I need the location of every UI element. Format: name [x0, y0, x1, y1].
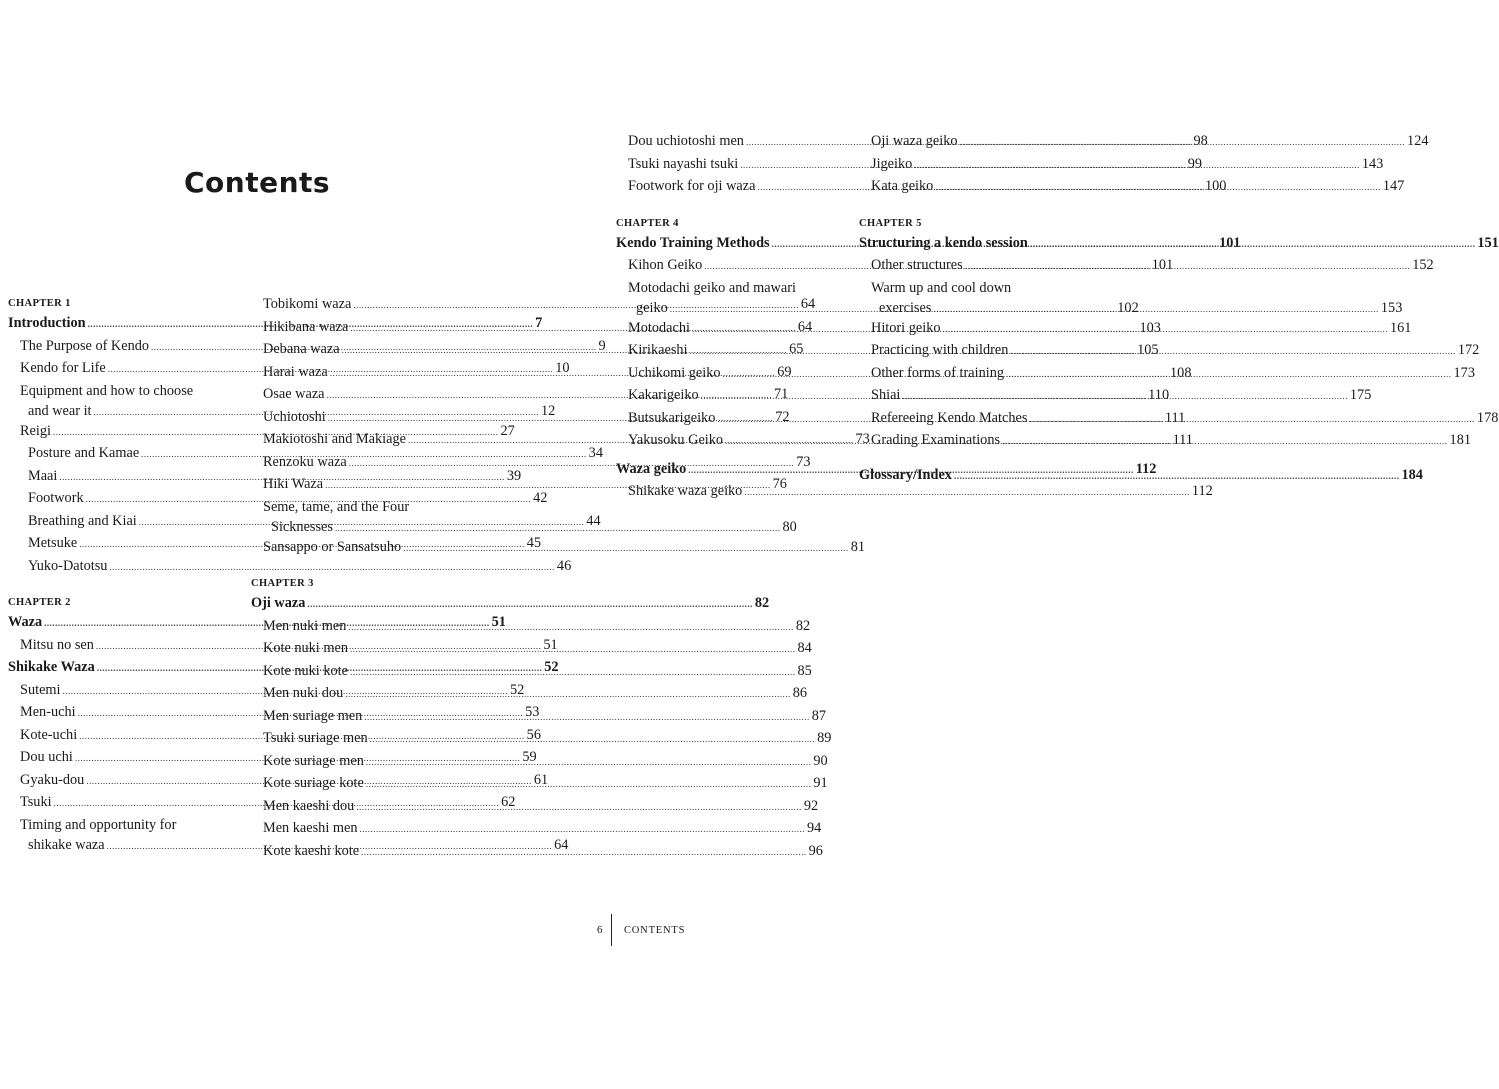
entry-page: 103 — [1139, 319, 1161, 336]
entry-title: Hikibana waza — [263, 318, 349, 335]
entry-title: Kihon Geiko — [628, 257, 703, 273]
entry-page: 69 — [777, 363, 792, 380]
entry-title-line2: Sicknesses — [271, 518, 333, 535]
entry-title-line1: Timing and opportunity for — [20, 816, 177, 833]
entry-page: 111 — [1164, 409, 1186, 426]
entry-title: Butsukarigeiko — [628, 409, 716, 426]
entry-page: 7 — [535, 315, 543, 331]
entry-page: 65 — [789, 341, 804, 357]
entry-page: 62 — [501, 794, 516, 810]
entry-title: Tsuki — [20, 794, 52, 810]
entry-page: 105 — [1137, 342, 1159, 358]
chapter-label: CHAPTER 2 — [8, 597, 71, 608]
entry-page: 9 — [598, 337, 606, 354]
entry-title-line1: Motodachi geiko and mawari — [628, 279, 796, 296]
footer-divider — [611, 914, 612, 946]
entry-title: Hiki Waza — [263, 476, 324, 492]
entry-page: 143 — [1361, 155, 1384, 172]
entry-page: 56 — [526, 726, 541, 743]
entry-title: Renzoku waza — [263, 453, 347, 470]
entry-page: 89 — [817, 730, 832, 746]
entry-title: Uchiotoshi — [263, 408, 326, 425]
entry-page: 91 — [813, 775, 828, 791]
entry-title: The Purpose of Kendo — [20, 337, 150, 354]
entry-title-line2: exercises — [879, 299, 932, 316]
entry-page: 161 — [1390, 319, 1412, 336]
entry-page: 102 — [1117, 299, 1139, 316]
entry-page: 81 — [850, 538, 865, 555]
entry-page: 87 — [811, 707, 827, 724]
entry-page: 59 — [522, 749, 537, 765]
entry-title: Jigeiko — [871, 155, 913, 172]
entry-page: 151 — [1477, 234, 1499, 251]
entry-page: 76 — [772, 476, 787, 492]
entry-page: 45 — [526, 535, 542, 551]
entry-page: 100 — [1204, 178, 1227, 194]
entry-title: Motodachi — [628, 319, 690, 336]
toc-entry[interactable] — [616, 482, 1213, 505]
entry-title: Other structures — [871, 257, 963, 273]
entry-page: 72 — [775, 408, 790, 425]
entry-title: Kote nuki kote — [263, 662, 348, 679]
entry-title: Waza — [8, 614, 43, 630]
entry-page: 73 — [855, 431, 870, 447]
entry-page: 64 — [554, 836, 569, 853]
entry-title: Debana waza — [263, 341, 340, 357]
entry-title: Sutemi — [20, 681, 61, 698]
entry-title: Breathing and Kiai — [28, 512, 137, 529]
entry-page: 51 — [543, 636, 558, 653]
entry-title-line2: geiko — [636, 299, 668, 316]
entry-page: 52 — [544, 659, 559, 675]
running-head: CONTENTS — [624, 924, 686, 936]
entry-title: Harai waza — [263, 363, 328, 380]
entry-title: Men nuki dou — [263, 685, 344, 701]
entry-title: Footwork for oji waza — [628, 178, 756, 194]
entry-page: 46 — [556, 557, 572, 574]
entry-page: 71 — [774, 386, 789, 402]
entry-title-line1: Seme, tame, and the Four — [263, 498, 410, 515]
chapter-label: CHAPTER 1 — [8, 298, 71, 309]
entry-title: Men nuki men — [263, 617, 347, 634]
entry-page: 39 — [506, 467, 522, 484]
entry-page: 85 — [797, 662, 812, 679]
entry-title: Sansappo or Sansatsuho — [263, 538, 402, 555]
entry-title: Kote nuki men — [263, 640, 348, 656]
entry-title: Uchikomi geiko — [628, 364, 721, 381]
entry-page: 64 — [797, 318, 813, 335]
entry-page: 80 — [782, 518, 797, 535]
entry-title: Grading Examinations — [871, 432, 1001, 448]
entry-title: Gyaku-dou — [20, 771, 85, 788]
entry-page: 96 — [808, 842, 823, 859]
toc-entry[interactable] — [8, 557, 572, 580]
entry-page: 173 — [1453, 364, 1475, 381]
entry-title: Kote suriage kote — [263, 775, 364, 791]
entry-page: 178 — [1476, 409, 1499, 426]
entry-title: Mitsu no sen — [20, 636, 94, 653]
entry-page: 61 — [533, 771, 549, 788]
entry-title-line2: and wear it — [28, 402, 92, 419]
entry-page: 73 — [796, 453, 811, 470]
entry-page: 51 — [491, 614, 506, 630]
entry-title-line2: shikake waza — [28, 836, 105, 853]
entry-page: 12 — [541, 402, 556, 419]
entry-page: 112 — [1135, 460, 1157, 477]
entry-page: 34 — [588, 445, 603, 461]
entry-page: 44 — [586, 512, 601, 529]
entry-page: 52 — [510, 681, 525, 698]
entry-title: Glossary/Index — [859, 466, 952, 483]
entry-page: 98 — [1193, 133, 1208, 149]
entry-page: 101 — [1219, 234, 1241, 251]
entry-title: Shiai — [871, 387, 901, 403]
entry-title: Posture and Kamae — [28, 445, 140, 461]
chapter-label: CHAPTER 3 — [251, 578, 314, 589]
entry-page: 53 — [525, 704, 540, 720]
entry-page: 172 — [1457, 342, 1480, 358]
page-title: Contents — [184, 166, 331, 199]
entry-title: Dou uchiotoshi men — [628, 133, 744, 149]
entry-page: 27 — [500, 422, 515, 439]
entry-page: 147 — [1382, 178, 1405, 194]
entry-page: 184 — [1401, 466, 1423, 483]
entry-page: 101 — [1151, 257, 1174, 273]
entry-title: Tobikomi waza — [263, 296, 352, 312]
entry-page: 112 — [1191, 483, 1213, 499]
entry-title: Shikake Waza — [8, 659, 95, 675]
entry-title: Kata geiko — [871, 178, 934, 194]
page-number: 6 — [597, 924, 603, 936]
entry-page: 111 — [1172, 432, 1193, 448]
entry-title: Waza geiko — [616, 460, 687, 477]
entry-title: Metsuke — [28, 535, 78, 551]
entry-title: Men-uchi — [20, 704, 76, 720]
entry-page: 82 — [754, 595, 770, 611]
entry-page: 94 — [807, 820, 822, 836]
entry-title: Dou uchi — [20, 749, 73, 765]
entry-page: 82 — [795, 617, 811, 634]
entry-title: Oji waza — [251, 595, 306, 611]
entry-page: 110 — [1148, 387, 1170, 403]
entry-title: Yuko-Datotsu — [28, 557, 108, 574]
entry-page: 99 — [1187, 155, 1202, 172]
entry-title: Refereeing Kendo Matches — [871, 409, 1028, 426]
entry-title: Introduction — [8, 315, 86, 331]
entry-page: 181 — [1449, 432, 1471, 448]
entry-title: Practicing with children — [871, 342, 1009, 358]
entry-title: Tsuki suriage men — [263, 730, 368, 746]
entry-title: Kakarigeiko — [628, 387, 699, 403]
entry-title: Kote kaeshi kote — [263, 842, 360, 859]
entry-title: Maai — [28, 467, 58, 484]
entry-title: Yakusoku Geiko — [628, 432, 724, 448]
entry-title: Structuring a kendo session — [859, 234, 1028, 251]
entry-page: 42 — [533, 490, 548, 506]
entry-title-line1: Equipment and how to choose — [20, 382, 194, 399]
entry-page: 153 — [1380, 299, 1403, 316]
toc-entry[interactable] — [251, 819, 822, 842]
entry-title: Kendo for Life — [20, 360, 106, 376]
entry-title: Shikake waza geiko — [628, 483, 743, 499]
page-footer — [597, 914, 685, 946]
entry-title: Makiotoshi and Makiage — [263, 431, 406, 447]
entry-page: 10 — [555, 360, 570, 376]
entry-page: 90 — [813, 752, 828, 769]
entry-title: Tsuki nayashi tsuki — [628, 155, 739, 172]
chapter-heading-entry[interactable] — [251, 594, 770, 617]
entry-page: 108 — [1170, 364, 1192, 381]
entry-title: Footwork — [28, 490, 84, 506]
entry-title: Other forms of training — [871, 364, 1005, 381]
entry-title: Osae waza — [263, 386, 325, 402]
entry-title: Kendo Training Methods — [616, 234, 770, 251]
entry-title: Reigi — [20, 422, 51, 439]
entry-page: 84 — [797, 640, 812, 656]
chapter-label: CHAPTER 5 — [859, 217, 922, 229]
entry-title: Kirikaeshi — [628, 342, 688, 358]
entry-title: Men kaeshi dou — [263, 797, 355, 814]
entry-page: 152 — [1412, 257, 1434, 273]
chapter-label: CHAPTER 4 — [616, 217, 679, 229]
entry-title: Kote-uchi — [20, 726, 78, 743]
entry-page: 92 — [803, 797, 819, 814]
entry-title: Hitori geiko — [871, 319, 941, 336]
entry-page: 175 — [1349, 387, 1372, 403]
entry-title: Men kaeshi men — [263, 820, 358, 836]
entry-title: Oji waza geiko — [871, 133, 958, 149]
entry-page: 86 — [792, 685, 808, 701]
entry-title-line1: Warm up and cool down — [871, 279, 1012, 296]
entry-page: 64 — [800, 296, 816, 312]
entry-title: Kote suriage men — [263, 752, 364, 769]
entry-page: 124 — [1407, 133, 1429, 149]
entry-title: Men suriage men — [263, 707, 363, 724]
